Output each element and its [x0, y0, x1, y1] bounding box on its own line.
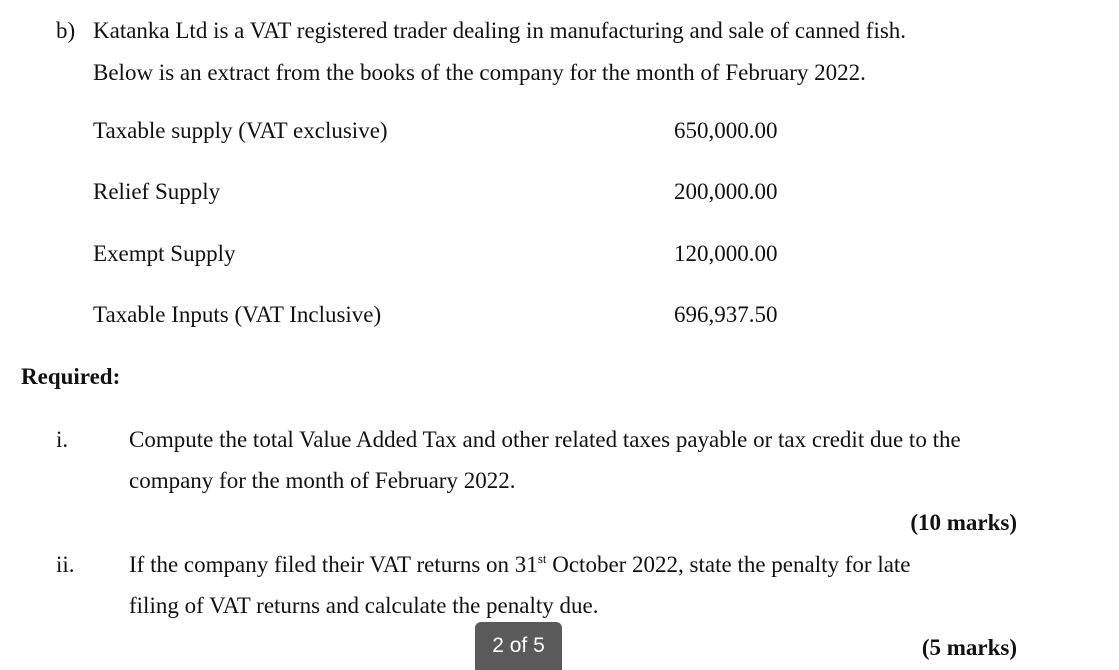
part-ii-line-1: If the company filed their VAT returns on 31st October 2022, state the penalty for late — [129, 551, 911, 577]
extract-amount: 120,000.00 — [674, 241, 778, 266]
extract-item: Taxable Inputs (VAT Inclusive) — [93, 302, 382, 327]
page-indicator[interactable] — [475, 622, 562, 670]
part-i-line-2: company for the month of February 2022. — [129, 468, 516, 493]
part-ii-marks: (5 marks) — [921, 635, 1017, 660]
ordinal-suffix: st — [537, 551, 547, 566]
extract-item: Taxable supply (VAT exclusive) — [93, 118, 388, 143]
part-numeral: ii. — [56, 552, 75, 577]
page-indicator-label: 2 of 5 — [492, 634, 545, 657]
required-heading: Required: — [21, 364, 121, 389]
question-line-1: Katanka Ltd is a VAT registered trader dealing in manufacturing and sale of canned fish. — [93, 18, 907, 43]
part-ii-line-2: filing of VAT returns and calculate the penalty due. — [129, 593, 599, 618]
part-i-line-1: Compute the total Value Added Tax and other related taxes payable or tax credit due to the — [129, 427, 961, 452]
question-label: b) — [56, 18, 76, 43]
extract-amount: 650,000.00 — [674, 118, 778, 143]
extract-item: Relief Supply — [93, 179, 221, 204]
extract-amount: 696,937.50 — [674, 302, 778, 327]
question-line-2: Below is an extract from the books of the company for the month of February 2022. — [93, 60, 866, 85]
part-numeral: i. — [56, 427, 69, 452]
extract-item: Exempt Supply — [93, 241, 236, 266]
extract-amount: 200,000.00 — [674, 179, 778, 204]
part-i-marks: (10 marks) — [910, 510, 1017, 535]
